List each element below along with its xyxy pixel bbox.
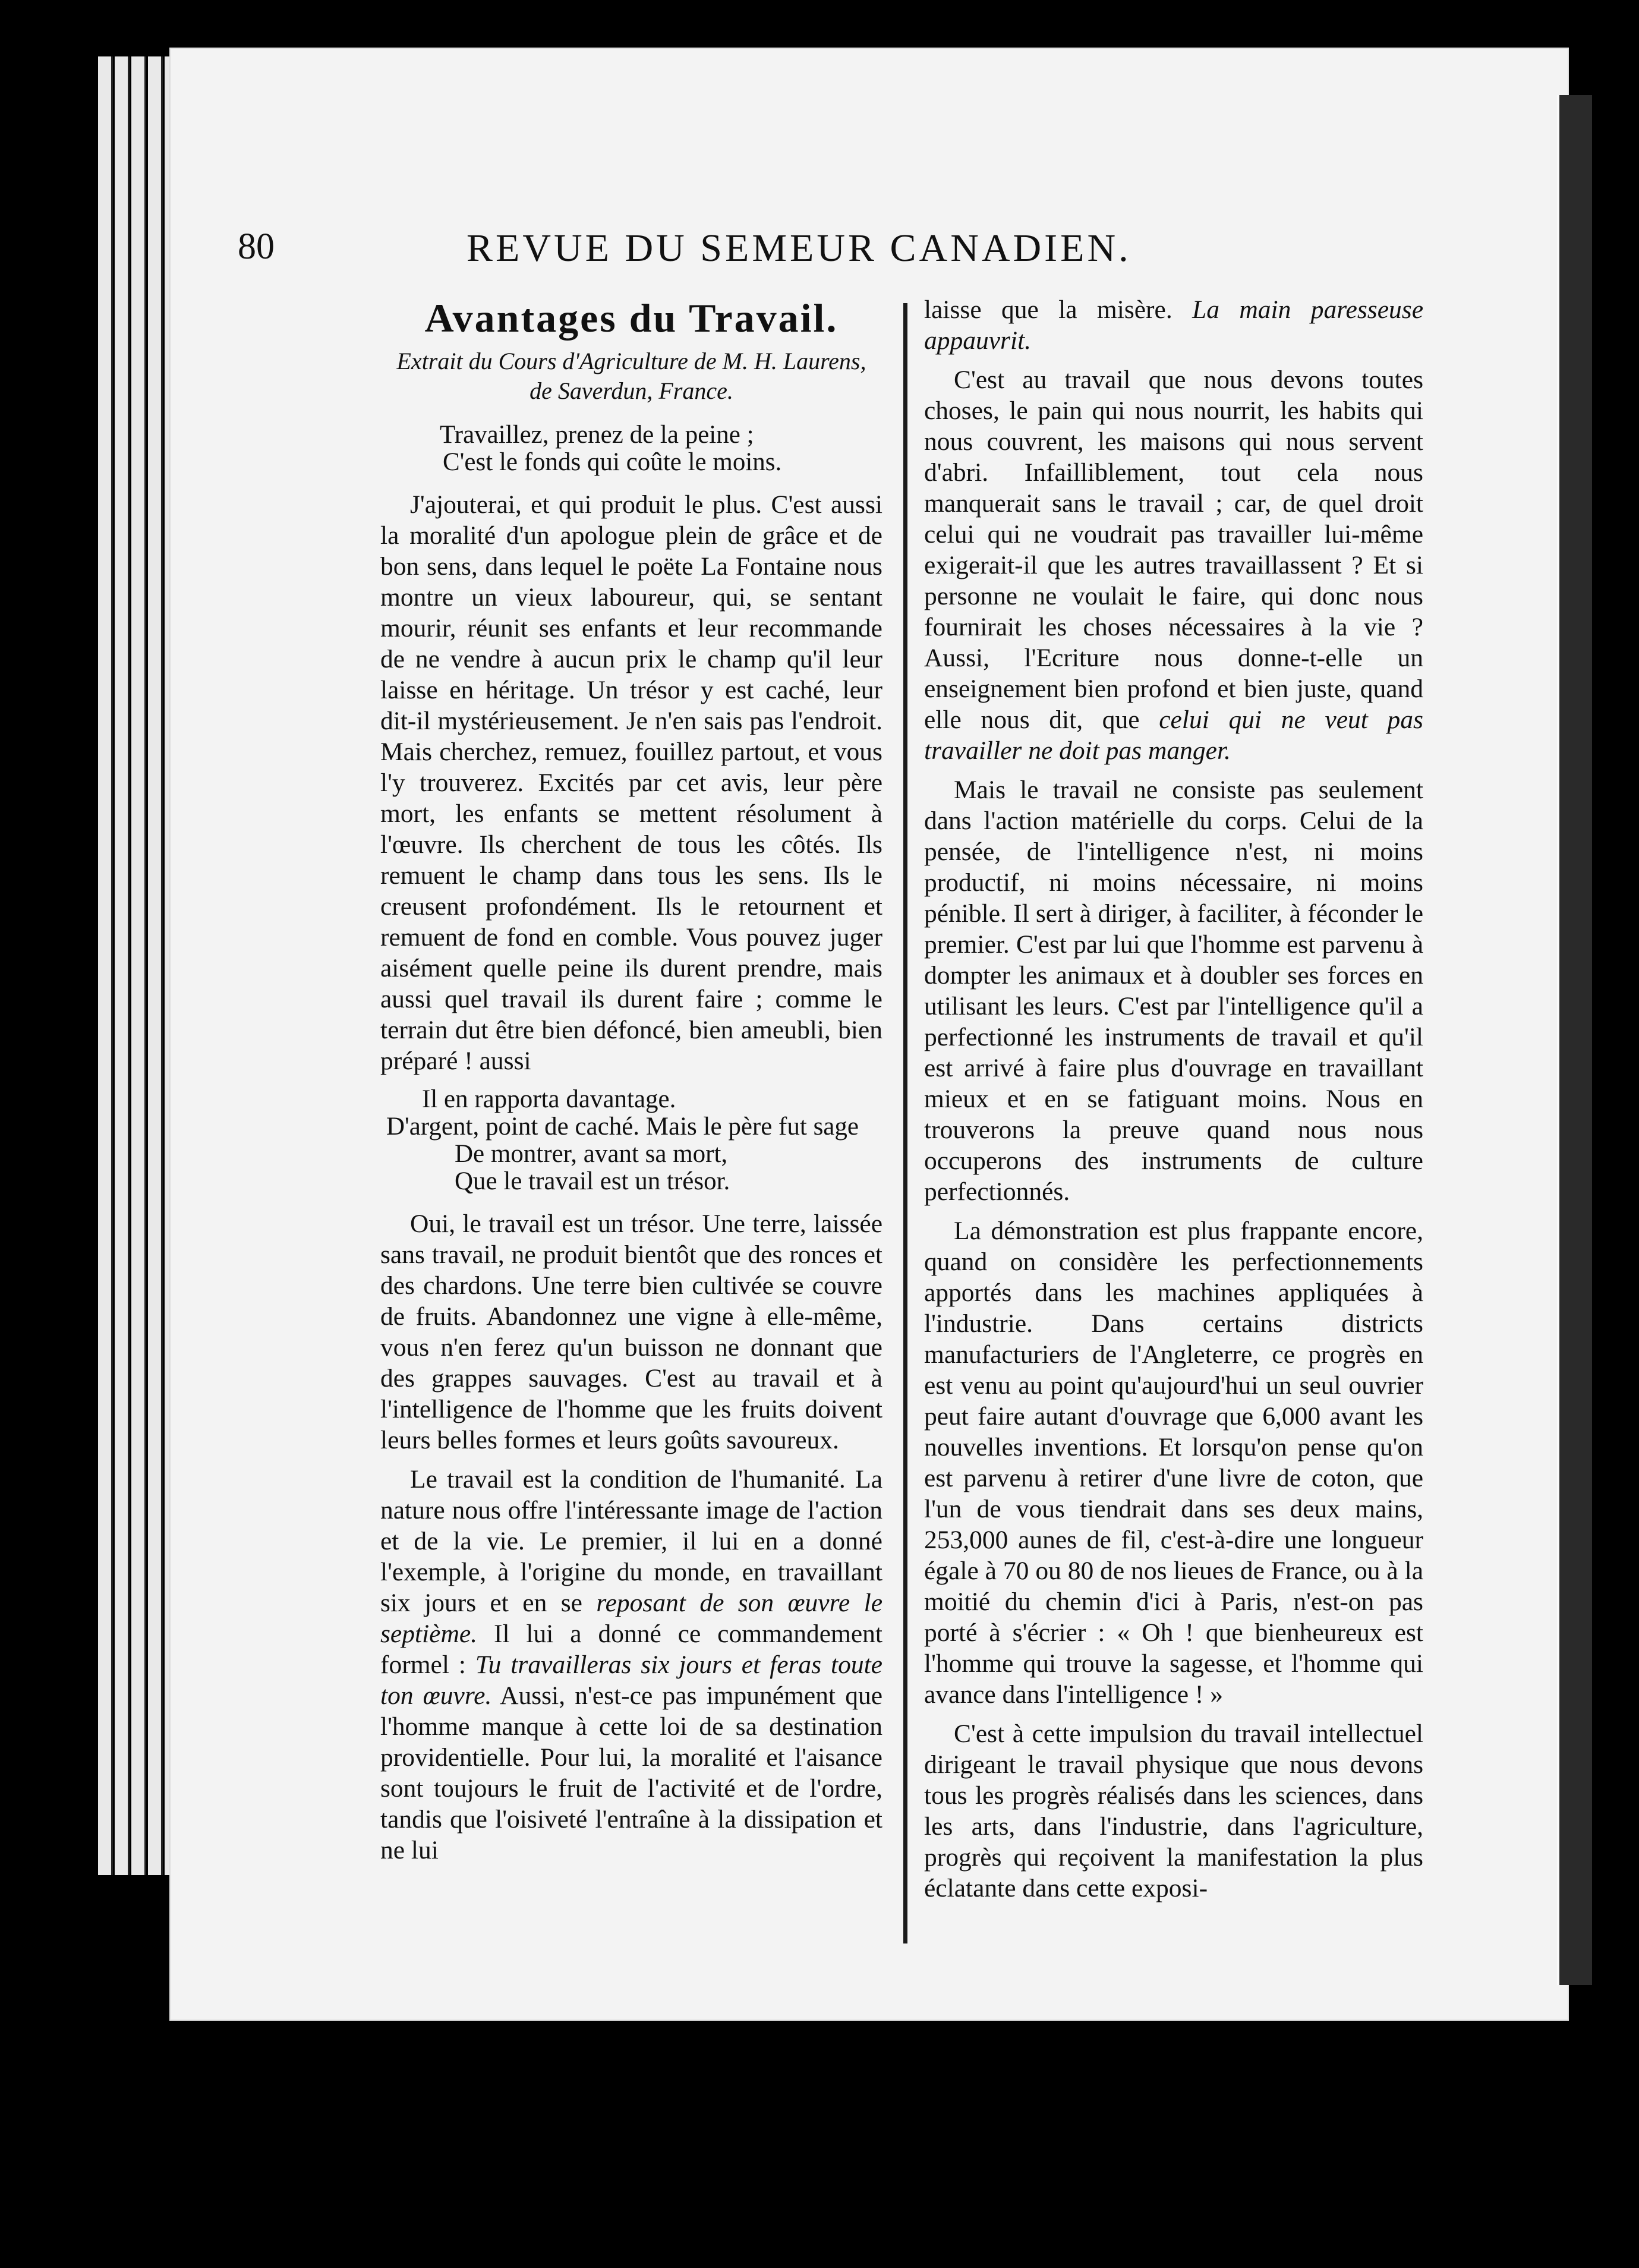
page-number: 80 [238, 226, 275, 267]
running-title: REVUE DU SEMEUR CANADIEN. [467, 226, 1131, 270]
epigraph [380, 421, 882, 476]
column-rule [903, 303, 907, 1943]
article-subtitle [380, 346, 882, 406]
paragraph [924, 364, 1423, 766]
verse-line: C'est le fonds qui coûte le moins. [443, 448, 782, 476]
paragraph [924, 294, 1423, 356]
paragraph: La démonstration est plus frappante encore, quand on considère les perfectionnements apportés dans les machines appliquées à l'industrie. Dans certains districts manufacturiers de l'Angleterre, ce progrès en est venu au point qu'aujourd'hui un seul ouvrier peut faire autant d'ouvrage que 6,000 avant les nouvelles inventions. Et lorsqu'on pense qu'on est parvenu à retirer d'une livre de coton, que l'un de vous tiendrait dans ses deux mains, 253,000 aunes de fil, c'est-à-dire une longueur égale à 70 ou 80 de nos lieues de France, ou à la moitié du chemin d'ici à Paris, n'est-on pas porté à s'écrier : « Oh ! que bienheureux est l'homme qui trouve la sagesse, et l'homme qui avance dans l'intelligence ! » [924, 1217, 1423, 1709]
verse-line: Que le travail est un trésor. [455, 1167, 730, 1195]
paragraph-text: C'est au travail que nous devons toutes choses, le pain qui nous nourrit, les habits qui nous couvrent, les maisons qui nous servent d'abri. Infailliblement, tout cela nous manquerait sans le travail ; car, de quel droit celui qui ne voudrait pas travailler lui-même exigerait-il que les autres travaillassent ? Et si personne ne voulait le faire, qui donc nous fournirait les choses nécessaires à la vie ? Aussi, l'Ecriture nous donne-t-elle un enseignement bien profond et bien juste, quand elle nous dit, que [924, 366, 1423, 734]
left-column [380, 294, 882, 1874]
paragraph [380, 1464, 882, 1866]
verse-line: D'argent, point de caché. Mais le père fut sage [386, 1113, 859, 1141]
paragraph-text: Le travail est la condition de l'humanité. La nature nous offre l'intéressante image de l'action et de la vie. Le premier, il lui en a donné l'exemple, à l'origine du monde, en travaillant six jours et en se [380, 1465, 882, 1617]
paragraph: C'est à cette impulsion du travail intellectuel dirigeant le travail physique que nous devons tous les progrès réalisés dans les sciences, dans les arts, dans l'industrie, dans l'agriculture, progrès qui reçoivent la manifestation la plus éclatante dans cette exposi- [924, 1719, 1423, 1902]
paragraph-text: Aussi, n'est-ce pas impunément que l'homme manque à cette loi de sa destination providentielle. Pour lui, la moralité et l'aisance sont toujours le fruit de l'activité et de l'ordre, tandis que l'oisiveté l'entraîne à la dissipation et ne lui [380, 1681, 883, 1864]
paragraph: J'ajouterai, et qui produit le plus. C'est aussi la moralité d'un apologue plein de grâce et de bon sens, dans lequel le poëte La Fontaine nous montre un vieux laboureur, qui, se sentant mourir, réunit ses enfants et leur recommande de ne vendre à aucun prix le champ qu'il leur laisse en héritage. Un trésor y est caché, leur dit-il mystérieusement. Je n'en sais pas l'endroit. Mais cherchez, remuez, fouillez partout, et vous l'y trouverez. Excités par cet avis, leur père mort, les enfants se mettent résolument à l'œuvre. Ils cherchent de tous les côtés. Ils remuent le champ dans tous les sens. Ils le creusent profondément. Ils le retournent et remuent de fond en comble. Vous pouvez juger aisément quelle peine ils durent prendre, mais aussi quel travail ils durent faire ; comme le terrain dut être bien défoncé, bien ameubli, bien préparé ! aussi [380, 490, 882, 1075]
verse-line: Il en rapporta davantage. [422, 1085, 676, 1113]
verse-line: De montrer, avant sa mort, [455, 1140, 728, 1168]
paragraph-text: laisse que la misère. [924, 295, 1193, 324]
article-title: Avantages du Travail. [424, 295, 839, 341]
emphasis: celui qui ne veut pas travailler ne doit pas manger. [924, 705, 1423, 765]
paragraph: Mais le travail ne consiste pas seulement dans l'action matérielle du corps. Celui de la pensée, de l'intelligence n'est, ni moins productif, ni moins nécessaire, ni moins pénible. Il sert à diriger, à faciliter, à féconder le premier. C'est par lui que l'homme est parvenu à dompter les animaux et à doubler ses forces en utilisant les leurs. C'est par l'intelligence qu'il a perfectionné les instruments de travail et qu'il est arrivé à faire plus d'ouvrage en travaillant mieux et en se fatiguant moins. Nous en trouverons la preuve quand nous nous occuperons des instruments de culture perfectionnés. [924, 776, 1423, 1206]
emphasis: Tu travailleras six jours et feras toute ton œuvre. [380, 1650, 882, 1710]
right-column [924, 294, 1423, 1912]
subtitle-line: de Saverdun, France. [529, 377, 733, 404]
verse-line: Travaillez, prenez de la peine ; [440, 421, 754, 449]
verse-quote [380, 1086, 882, 1195]
page-right-edge [1557, 95, 1592, 1985]
paragraph-text: Il lui a donné ce commandement formel : [380, 1620, 882, 1679]
page-header [238, 226, 1189, 291]
emphasis: reposant de son œuvre le septième. [380, 1589, 882, 1648]
emphasis: La main paresseuse appauvrit. [924, 295, 1423, 355]
subtitle-line: Extrait du Cours d'Agriculture de M. H. Laurens, [396, 348, 866, 374]
paragraph: Oui, le travail est un trésor. Une terre, laissée sans travail, ne produit bientôt que des ronces et des chardons. Une terre bien cultivée se couvre de fruits. Abandonnez une vigne à elle-même, vous n'en ferez qu'un buisson ne donnant que des grappes sauvages. C'est au travail et à l'intelligence de l'homme que les fruits doivent leurs belles formes et leurs goûts savoureux. [380, 1209, 882, 1454]
